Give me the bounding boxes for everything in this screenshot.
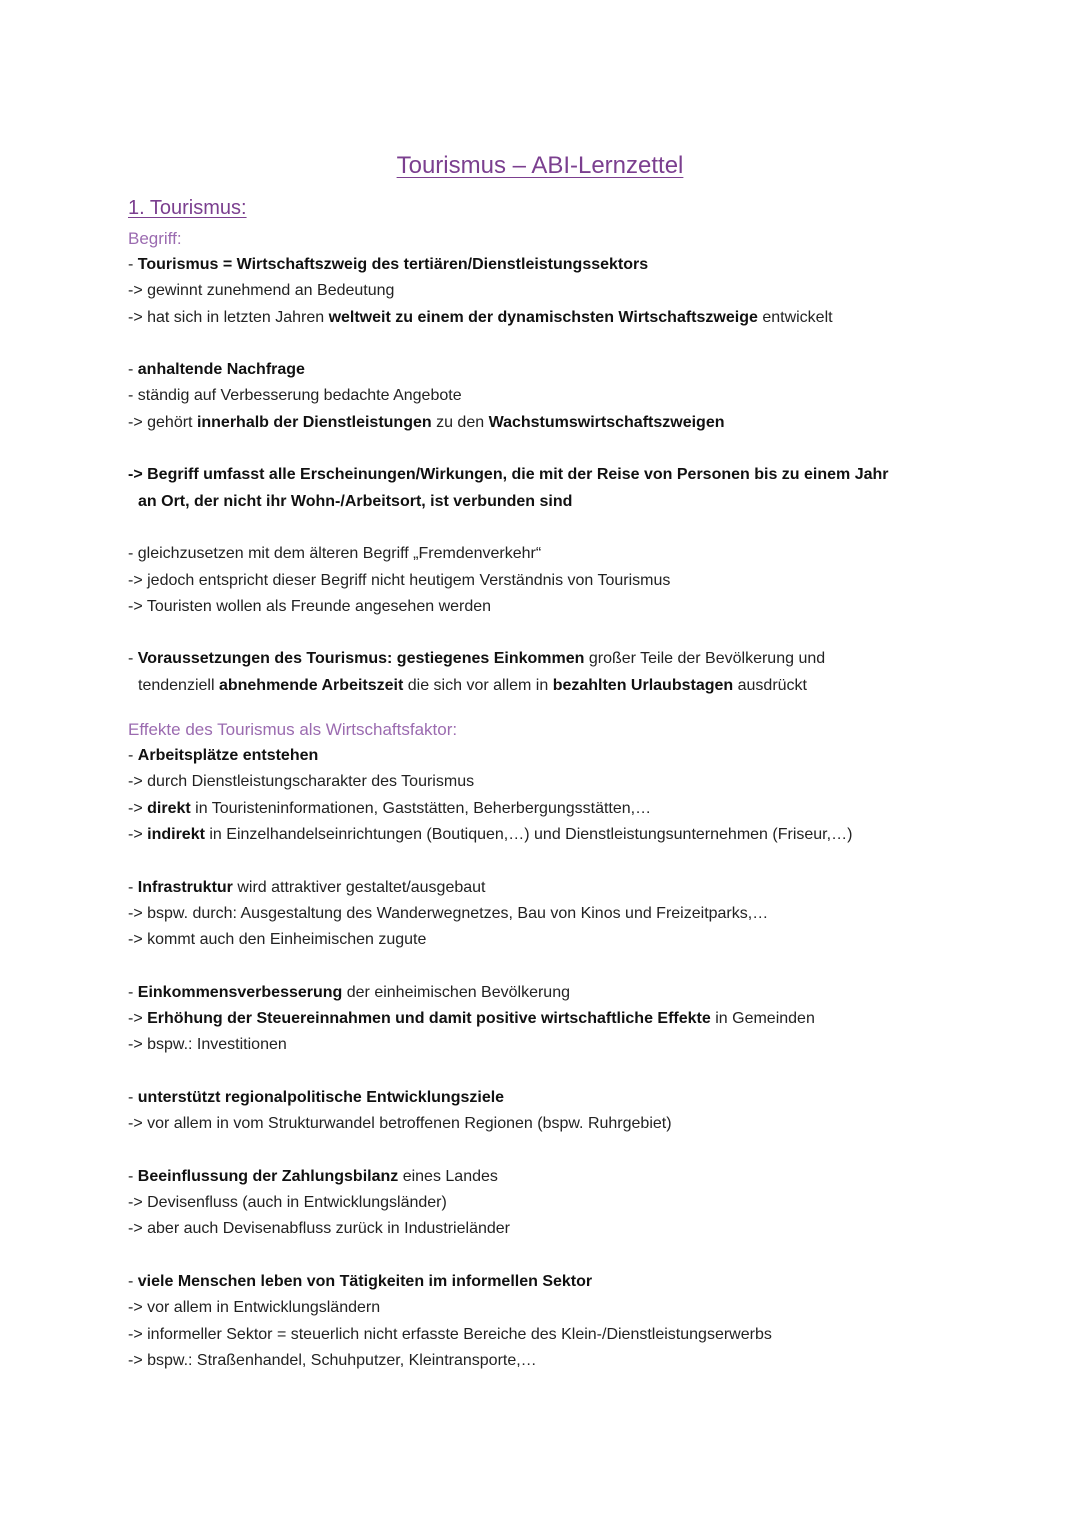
text-segment: -: [128, 1167, 138, 1185]
text-line: [128, 769, 968, 795]
paragraph-gap: [128, 1243, 968, 1269]
paragraph-gap: [128, 515, 968, 541]
text-segment: -> Devisenfluss (auch in Entwicklungsländer): [128, 1194, 447, 1212]
text-segment: -> jedoch entspricht dieser Begriff nicht heutigem Verständnis von Tourismus: [128, 571, 671, 589]
text-segment: -> informeller Sektor = steuerlich nicht erfasste Bereiche des Klein-/Dienstleistungserwerbs: [128, 1325, 772, 1343]
effekte-body: [128, 743, 968, 1374]
paragraph-gap: [128, 620, 968, 646]
text-segment: in Einzelhandelseinrichtungen (Boutiquen,…) und Dienstleistungsunternehmen (Friseur,…): [204, 825, 853, 843]
text-segment: -> durch Dienstleistungscharakter des Tourismus: [128, 773, 475, 791]
bold-text: an Ort, der nicht ihr Wohn-/Arbeitsort, ist verbunden sind: [138, 492, 573, 510]
text-segment: tendenziell: [138, 676, 219, 694]
text-line: [128, 410, 968, 436]
text-segment: ->: [128, 1010, 148, 1028]
text-segment: eines Landes: [398, 1167, 498, 1185]
text-line: [128, 1164, 968, 1190]
bold-text: Beeinflussung der Zahlungsbilanz: [137, 1167, 399, 1185]
text-line: [128, 568, 968, 594]
text-segment: wird attraktiver gestaltet/ausgebaut: [232, 878, 486, 896]
text-line: [128, 594, 968, 620]
bold-text: viele Menschen leben von Tätigkeiten im informellen Sektor: [137, 1272, 593, 1290]
text-segment: -: [128, 747, 138, 765]
bold-text: Erhöhung der Steuereinnahmen und damit positive wirtschaftliche Effekte: [147, 1010, 711, 1028]
page-title: [0, 152, 1080, 180]
text-segment: großer Teile der Bevölkerung und: [584, 650, 826, 668]
text-line: [128, 980, 968, 1006]
text-line: [128, 1348, 968, 1374]
text-line: [128, 743, 968, 769]
text-segment: - ständig auf Verbesserung bedachte Angebote: [128, 387, 462, 405]
bold-text: direkt: [147, 799, 191, 817]
text-segment: -: [128, 878, 138, 896]
text-segment: die sich vor allem in: [403, 676, 553, 694]
text-line: [128, 278, 968, 304]
text-segment: -> gewinnt zunehmend an Bedeutung: [128, 282, 395, 300]
text-line: [128, 383, 968, 409]
text-line: [128, 1085, 968, 1111]
text-segment: -> kommt auch den Einheimischen zugute: [128, 931, 427, 949]
text-segment: in Touristeninformationen, Gaststätten, Beherbergungsstätten,…: [190, 799, 652, 817]
text-segment: -> Touristen wollen als Freunde angesehen werden: [128, 597, 492, 615]
bold-text: unterstützt regionalpolitische Entwicklungsziele: [137, 1088, 505, 1106]
bold-text: abnehmende Arbeitszeit: [218, 676, 404, 694]
text-segment: -: [128, 256, 138, 273]
text-segment: zu den: [431, 413, 489, 431]
text-line: [128, 1032, 968, 1058]
bold-text: anhaltende Nachfrage: [137, 361, 305, 379]
text-line: [128, 305, 968, 331]
bold-text: Tourismus = Wirtschaftszweig des tertiären/Dienstleistungssektors: [137, 256, 649, 273]
text-segment: -: [128, 1088, 138, 1106]
text-line: [128, 1111, 968, 1137]
text-segment: -> vor allem in vom Strukturwandel betroffenen Regionen (bspw. Ruhrgebiet): [128, 1115, 672, 1133]
text-line: [128, 1295, 968, 1321]
text-segment: der einheimischen Bevölkerung: [342, 983, 570, 1001]
text-segment: -> hat sich in letzten Jahren: [128, 308, 329, 326]
text-line: [128, 252, 968, 278]
text-segment: -> aber auch Devisenabfluss zurück in Industrieländer: [128, 1220, 510, 1238]
bold-text: Infrastruktur: [137, 878, 233, 896]
text-line: [128, 646, 968, 672]
text-segment: -: [128, 1272, 138, 1290]
text-segment: entwickelt: [757, 308, 833, 326]
paragraph-gap: [128, 953, 968, 979]
bold-text: Arbeitsplätze entstehen: [137, 747, 319, 765]
text-segment: -: [128, 983, 138, 1001]
text-line: [128, 1006, 968, 1032]
subheading-effekte: Effekte des Tourismus als Wirtschaftsfaktor:: [128, 720, 458, 740]
paragraph-gap: [128, 436, 968, 462]
bold-text: Wachstumswirtschaftszweigen: [488, 413, 725, 431]
paragraph-gap: [128, 1138, 968, 1164]
text-segment: -> bspw.: Straßenhandel, Schuhputzer, Kleintransporte,…: [128, 1351, 537, 1369]
bold-text: bezahlten Urlaubstagen: [552, 676, 734, 694]
paragraph-gap: [128, 1059, 968, 1085]
text-line: [128, 796, 968, 822]
text-segment: ->: [128, 825, 148, 843]
content: [128, 194, 968, 1374]
text-line: [128, 489, 968, 515]
text-line: [128, 541, 968, 567]
text-line: [128, 1269, 968, 1295]
text-segment: - gleichzusetzen mit dem älteren Begriff „Fremdenverkehr“: [128, 545, 542, 563]
text-line: [128, 822, 968, 848]
text-segment: in Gemeinden: [710, 1010, 815, 1028]
text-segment: -> gehört: [128, 413, 197, 431]
begriff-body: [128, 252, 968, 699]
text-line: [128, 1322, 968, 1348]
bold-text: Einkommensverbesserung: [137, 983, 343, 1001]
text-line: [128, 357, 968, 383]
page-title-text: Tourismus – ABI-Lernzettel: [396, 152, 684, 179]
text-line: [128, 927, 968, 953]
text-segment: -> bspw. durch: Ausgestaltung des Wanderwegnetzes, Bau von Kinos und Freizeitparks,…: [128, 904, 769, 922]
bold-text: indirekt: [147, 825, 205, 843]
text-segment: -> bspw.: Investitionen: [128, 1036, 287, 1054]
text-segment: -: [128, 650, 138, 668]
text-segment: ausdrückt: [733, 676, 807, 694]
paragraph-gap: [128, 848, 968, 874]
text-segment: -> vor allem in Entwicklungsländern: [128, 1299, 381, 1317]
paragraph-gap: [128, 331, 968, 357]
text-line: [128, 1216, 968, 1242]
text-line: [128, 673, 968, 699]
text-line: [128, 875, 968, 901]
text-line: [128, 901, 968, 927]
text-line: [128, 1190, 968, 1216]
bold-text: Voraussetzungen des Tourismus: gestiegenes Einkommen: [137, 650, 585, 668]
bold-text: weltweit zu einem der dynamischsten Wirtschaftszweige: [328, 308, 758, 326]
text-line: [128, 462, 968, 488]
section-heading-tourismus: 1. Tourismus:: [128, 197, 247, 219]
text-segment: ->: [128, 799, 148, 817]
bold-text: -> Begriff umfasst alle Erscheinungen/Wirkungen, die mit der Reise von Personen bis zu einem Jahr: [128, 466, 889, 484]
text-segment: -: [128, 361, 138, 379]
subheading-begriff: Begriff:: [128, 229, 182, 248]
bold-text: innerhalb der Dienstleistungen: [196, 413, 432, 431]
